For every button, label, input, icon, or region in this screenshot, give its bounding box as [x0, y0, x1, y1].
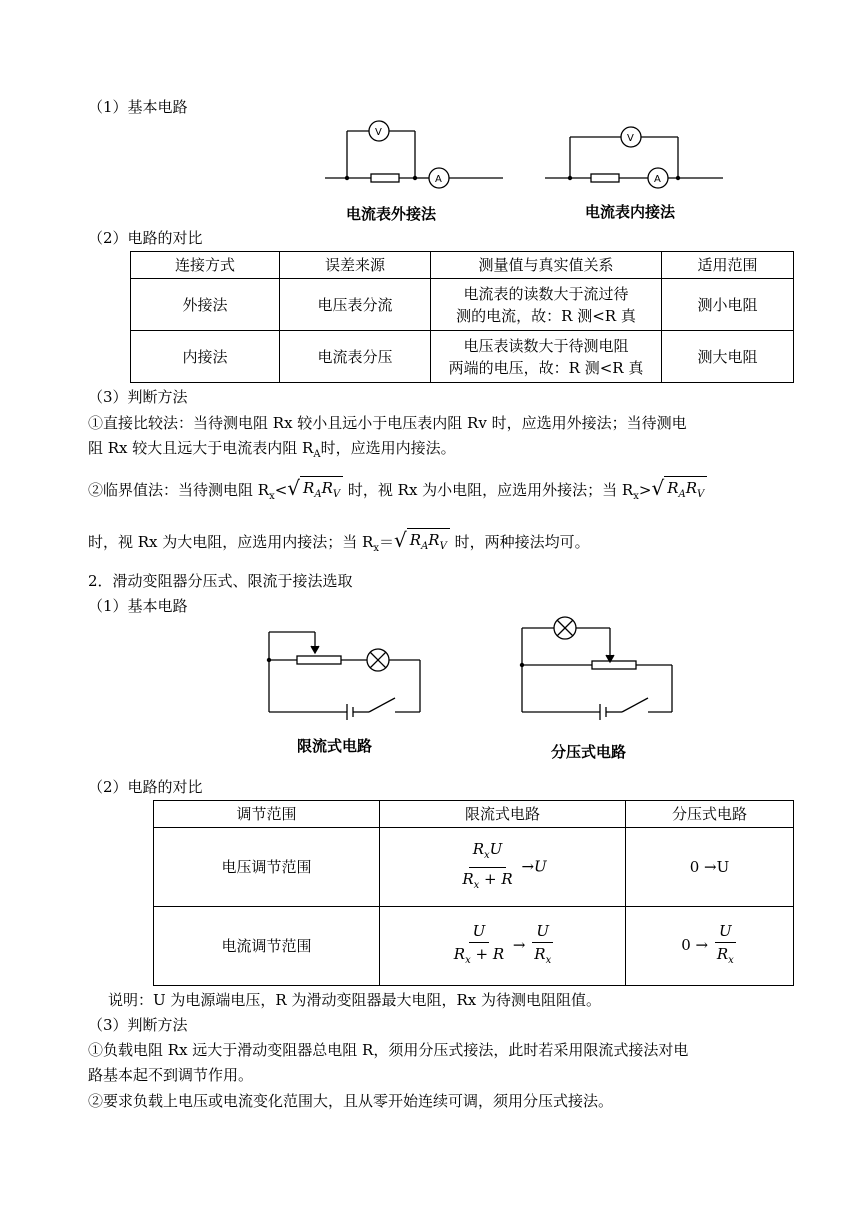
paragraph-zero-start: ②要求负载上电压或电流变化范围大，且从零开始连续可调，须用分压式接法。	[88, 1092, 614, 1110]
table-header: 调节范围	[154, 801, 380, 828]
table-header: 连接方式	[131, 252, 280, 279]
section-heading-basic-circuit-2: （1）基本电路	[88, 597, 188, 615]
circuit-ammeter-inner	[545, 125, 725, 195]
paragraph-load-resistance-1: ①负载电阻 Rx 远大于滑动变阻器总电阻 R，须用分压式接法，此时若采用限流式接法对电	[88, 1041, 689, 1059]
switch-icon	[622, 698, 648, 712]
table-header: 误差来源	[280, 252, 431, 279]
switch-icon	[369, 698, 395, 712]
svg-text:V: V	[627, 133, 634, 144]
formula-rxu-over-rx-plus-r: $\frac{R_xU}{R_x + R}$	[462, 839, 513, 891]
circuit-voltage-divider	[518, 615, 678, 715]
sqrt-ra-rv: √ $R_AR_V$	[394, 528, 450, 558]
rheostat-comparison-table	[153, 800, 794, 986]
svg-text:A: A	[435, 174, 442, 185]
paragraph-critical-value-2: 时，视 Rx 为大电阻，应选用内接法；当 $R_x=$ √ $R_AR_V$ 时，两种接法均可。	[88, 528, 590, 562]
table-row: 外接法 电压表分流 电流表的读数大于流过待 测的电流，故：R 测<R 真 测小电阻	[131, 279, 794, 331]
circuit-current-limiting	[265, 628, 425, 718]
svg-text:V: V	[375, 127, 382, 138]
resistor-icon	[371, 174, 399, 182]
rheostat-icon	[592, 661, 636, 669]
caption-current-limiting: 限流式电路	[297, 737, 373, 755]
section-heading-judgement-2: （3）判断方法	[88, 1016, 188, 1034]
paragraph-direct-compare-2: 阻 Rx 较大且远大于电流表内阻 $R_A$时，应选用内接法。	[88, 439, 456, 460]
caption-ammeter-inner: 电流表内接法	[585, 203, 676, 221]
sqrt-ra-rv: √ $R_AR_V$	[287, 476, 343, 506]
section-heading-comparison: （2）电路的对比	[88, 229, 203, 247]
sqrt-ra-rv: √ $R_AR_V$	[651, 476, 707, 506]
section-heading-rheostat: 2．滑动变阻器分压式、限流于接法选取	[88, 572, 353, 590]
table-row: 电压调节范围 $\frac{R_xU}{R_x + R}$ →U 0 →U	[154, 828, 794, 907]
table-header: 限流式电路	[380, 801, 626, 828]
table-header: 测量值与真实值关系	[431, 252, 662, 279]
rheostat-icon	[297, 656, 341, 664]
caption-voltage-divider: 分压式电路	[551, 743, 627, 761]
svg-text:A: A	[654, 174, 661, 185]
connection-comparison-table	[130, 251, 794, 383]
paragraph-direct-compare-1: ①直接比较法：当待测电阻 Rx 较小且远小于电压表内阻 Rv 时，应选用外接法；当待测电	[88, 414, 687, 432]
table-row: 电流调节范围 $\frac{U}{R_x + R}$ → $\frac{U}{R_x}$ 0 → $\frac{U}{R_x}$	[154, 907, 794, 986]
section-heading-comparison-2: （2）电路的对比	[88, 778, 203, 796]
caption-ammeter-outer: 电流表外接法	[346, 205, 437, 223]
section-heading-judgement: （3）判断方法	[88, 388, 188, 406]
formula-u-over-rx: $\frac{U}{R_x}$	[716, 922, 734, 966]
paragraph-load-resistance-2: 路基本起不到调节作用。	[88, 1066, 254, 1084]
resistor-icon	[591, 174, 619, 182]
section-heading-basic-circuit: （1）基本电路	[88, 98, 188, 116]
circuit-ammeter-outer	[325, 118, 505, 188]
table-header: 适用范围	[662, 252, 794, 279]
formula-u-over-rx: $\frac{U}{R_x}$	[534, 922, 552, 966]
formula-u-over-rx-plus-r: $\frac{U}{R_x + R}$	[453, 922, 505, 966]
table-row: 内接法 电流表分压 电压表读数大于待测电阻 两端的电压，故：R 测<R 真 测大电阻	[131, 331, 794, 383]
table-header: 分压式电路	[626, 801, 794, 828]
table-note: 说明：U 为电源端电压，R 为滑动变阻器最大电阻，Rx 为待测电阻阻值。	[108, 991, 601, 1009]
paragraph-critical-value-1: ②临界值法：当待测电阻 $R_x<$ √ $R_AR_V$ 时，视 Rx 为小电阻，应选用外接法；当 $R_x>$ √ $R_AR_V$	[88, 476, 707, 510]
